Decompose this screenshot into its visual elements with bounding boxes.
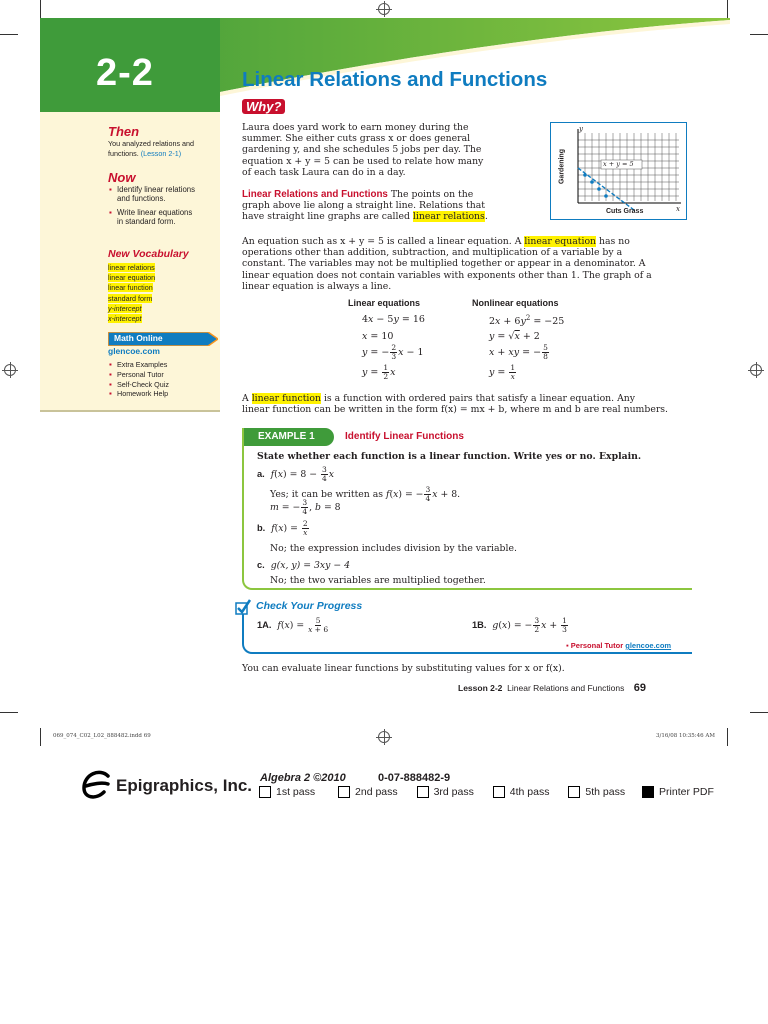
pass-3rd[interactable]: 3rd pass — [417, 786, 474, 798]
closing-sentence: You can evaluate linear functions by substituting values for x or f(x). — [242, 663, 565, 674]
crop-mark — [727, 0, 728, 18]
lesson-ref: (Lesson 2-1) — [140, 148, 182, 158]
crop-mark — [0, 712, 18, 713]
glencoe-link[interactable]: glencoe.com — [108, 346, 160, 356]
example-label: EXAMPLE 1 — [258, 431, 315, 442]
example-label-tab — [244, 428, 334, 446]
graph-y-label: Gardening — [558, 149, 566, 185]
online-item[interactable]: ▪ Extra Examples — [117, 360, 169, 370]
online-item[interactable]: ▪ Personal Tutor — [117, 370, 169, 380]
example-c-answer: No; the two variables are multiplied together. — [270, 575, 486, 586]
vocab-item: linear function — [108, 283, 153, 293]
math-online-label: Math Online — [114, 333, 163, 343]
example-c: c. g(x, y) = 3xy − 4 — [257, 560, 351, 571]
graph-y-letter: y — [579, 125, 583, 133]
pass-5th[interactable]: 5th pass — [568, 786, 625, 798]
checkbox[interactable] — [493, 786, 505, 798]
pass-2nd[interactable]: 2nd pass — [338, 786, 398, 798]
example-title: Identify Linear Functions — [345, 431, 464, 442]
checkmark-icon — [234, 599, 252, 615]
section-linear-relations: Linear Relations and Functions The points on the graph above lie along a straight line. Relations that have straight line graphs are called linear relations. — [242, 189, 488, 223]
nonlinear-eq-2: y = √x + 2 — [489, 331, 540, 342]
nonlinear-eq-4: y = $\frac{1}{x}$ — [489, 363, 516, 381]
crop-mark — [0, 34, 18, 35]
check-progress-header — [234, 599, 384, 615]
col-header-nonlinear: Nonlinear equations — [472, 298, 559, 308]
page-number: 69 — [633, 682, 647, 694]
math-online-tab — [108, 332, 218, 346]
crop-mark — [727, 728, 728, 746]
vocab-list — [108, 263, 155, 324]
checkbox[interactable] — [338, 786, 350, 798]
page-title: Linear Relations and Functions — [242, 68, 548, 91]
graph-x-label: Cuts Grass — [606, 208, 644, 215]
linear-eq-3: y = − $\frac{2}{3}$ x − 1 — [362, 343, 424, 361]
check-progress-heading: Check Your Progress — [256, 600, 363, 612]
problem-1a: 1A. f(x) = $\frac{5}{x + 6}$ — [257, 616, 329, 634]
vocab-heading: New Vocabulary — [108, 248, 189, 260]
nonlinear-eq-1: $2x + 6y^2 = -25$ — [489, 314, 565, 328]
example-b-answer: No; the expression includes division by the variable. — [270, 543, 517, 554]
problem-1b: 1B. g(x) = − $\frac{3}{2}$ x + $\frac{1}{3}$ — [472, 616, 567, 634]
now-item: ▪ Write linear equations in standard form. — [117, 208, 197, 227]
online-item[interactable]: ▪ Homework Help — [117, 389, 169, 399]
slug-file: 069_074_C02_L02_888482.indd 69 — [53, 733, 151, 739]
pass-printer-pdf[interactable]: Printer PDF — [642, 786, 714, 798]
term-linear-function: linear function — [251, 393, 321, 404]
example-a: a. f(x) = 8 − $\frac{3}{4}$ x — [257, 465, 335, 483]
printer-isbn: 0-07-888482-9 — [378, 772, 451, 784]
vocab-item: y-intercept — [108, 303, 142, 313]
footer-title: Linear Relations and Functions — [507, 683, 625, 693]
registration-mark-bottom — [378, 731, 390, 743]
linear-function-paragraph: A linear function is a function with ordered pairs that satisfy a linear equation. Any linear function can be written in the form f(x) = mx + b, where m and b are real numbers. — [242, 393, 668, 416]
crop-mark — [40, 728, 41, 746]
linear-eq-1: 4x − 5y = 16 — [362, 314, 425, 325]
checkbox[interactable] — [417, 786, 429, 798]
linear-equation-paragraph: An equation such as x + y = 5 is called a linear equation. A linear equation has no operations other than addition, subtraction, and multiplication of a variable by a constant. The variables may not be multiplied together or appear in a denominator. A linear equation does not contain variables with exponents other than 1. The graph of a linear equation is always a line. — [242, 236, 652, 292]
term-linear-equation: linear equation — [524, 236, 597, 247]
why-heading: Why? — [242, 99, 285, 114]
line-graph — [551, 123, 686, 219]
linear-eq-2: x = 10 — [362, 331, 394, 342]
example-a-values: m = − $\frac{3}{4}$ , b = 8 — [270, 498, 341, 516]
registration-mark-left — [4, 364, 16, 376]
crop-mark — [750, 712, 768, 713]
graph-x-letter: x — [676, 205, 680, 213]
term-linear-relations: linear relations — [412, 211, 485, 223]
online-list — [117, 360, 169, 399]
checkbox[interactable] — [259, 786, 271, 798]
example-b: b. f(x) = $\frac{2}{x}$ — [257, 519, 308, 537]
now-item: ▪ Identify linear relations and functions. — [117, 185, 197, 204]
vocab-item: standard form — [108, 293, 153, 303]
vocab-item: linear relations — [108, 263, 155, 272]
sidebar — [40, 112, 220, 412]
section-heading: Linear Relations and Functions — [242, 189, 388, 200]
registration-mark-top — [378, 3, 390, 15]
now-list — [117, 185, 197, 227]
checkbox-checked[interactable] — [642, 786, 654, 798]
then-heading: Then — [108, 124, 140, 139]
graph-figure — [550, 122, 687, 220]
why-paragraph: Laura does yard work to earn money during the summer. She either cuts grass x or does general gardening y, and she schedules 5 jobs per day. The equation x + y = 5 can be used to relate how many of each task Laura can do in a day. — [242, 122, 484, 178]
crop-mark — [750, 34, 768, 35]
pass-checklist — [259, 786, 714, 798]
footer-lesson: Lesson 2-2 — [458, 683, 503, 693]
pass-1st[interactable]: 1st pass — [259, 786, 315, 798]
pass-4th[interactable]: 4th pass — [493, 786, 550, 798]
lesson-number: 2-2 — [96, 52, 154, 94]
printer-company: Epigraphics, Inc. — [116, 776, 253, 795]
registration-mark-right — [750, 364, 762, 376]
then-text: You analyzed relations and functions. (Lesson 2-1) — [108, 139, 195, 158]
glencoe-link-tutor[interactable]: glencoe.com — [625, 641, 672, 650]
col-header-linear: Linear equations — [348, 298, 421, 308]
vocab-item: linear equation — [108, 273, 156, 283]
now-heading: Now — [108, 170, 136, 185]
epigraphics-logo-icon — [78, 770, 112, 802]
online-item[interactable]: ▪ Self-Check Quiz — [117, 380, 169, 390]
example-a-answer: Yes; it can be written as f(x) = − $\frac{3}{4}$ x + 8. — [270, 485, 461, 503]
crop-mark — [40, 0, 41, 18]
checkbox[interactable] — [568, 786, 580, 798]
vocab-item: x-intercept — [108, 314, 142, 324]
slug-date: 3/16/08 10:35:46 AM — [656, 733, 716, 739]
linear-eq-4: y = $\frac{1}{2}$ x — [362, 363, 396, 381]
page-footer — [458, 682, 646, 694]
graph-equation-label: x + y = 5 — [603, 160, 634, 168]
example-instruction: State whether each function is a linear function. Write yes or no. Explain. — [257, 451, 642, 462]
personal-tutor-link[interactable]: ▪ Personal Tutor glencoe.com — [566, 641, 672, 650]
printer-book: Algebra 2 ©2010 — [260, 772, 346, 784]
nonlinear-eq-3: x + xy = − $\frac{5}{8}$ — [489, 343, 548, 361]
